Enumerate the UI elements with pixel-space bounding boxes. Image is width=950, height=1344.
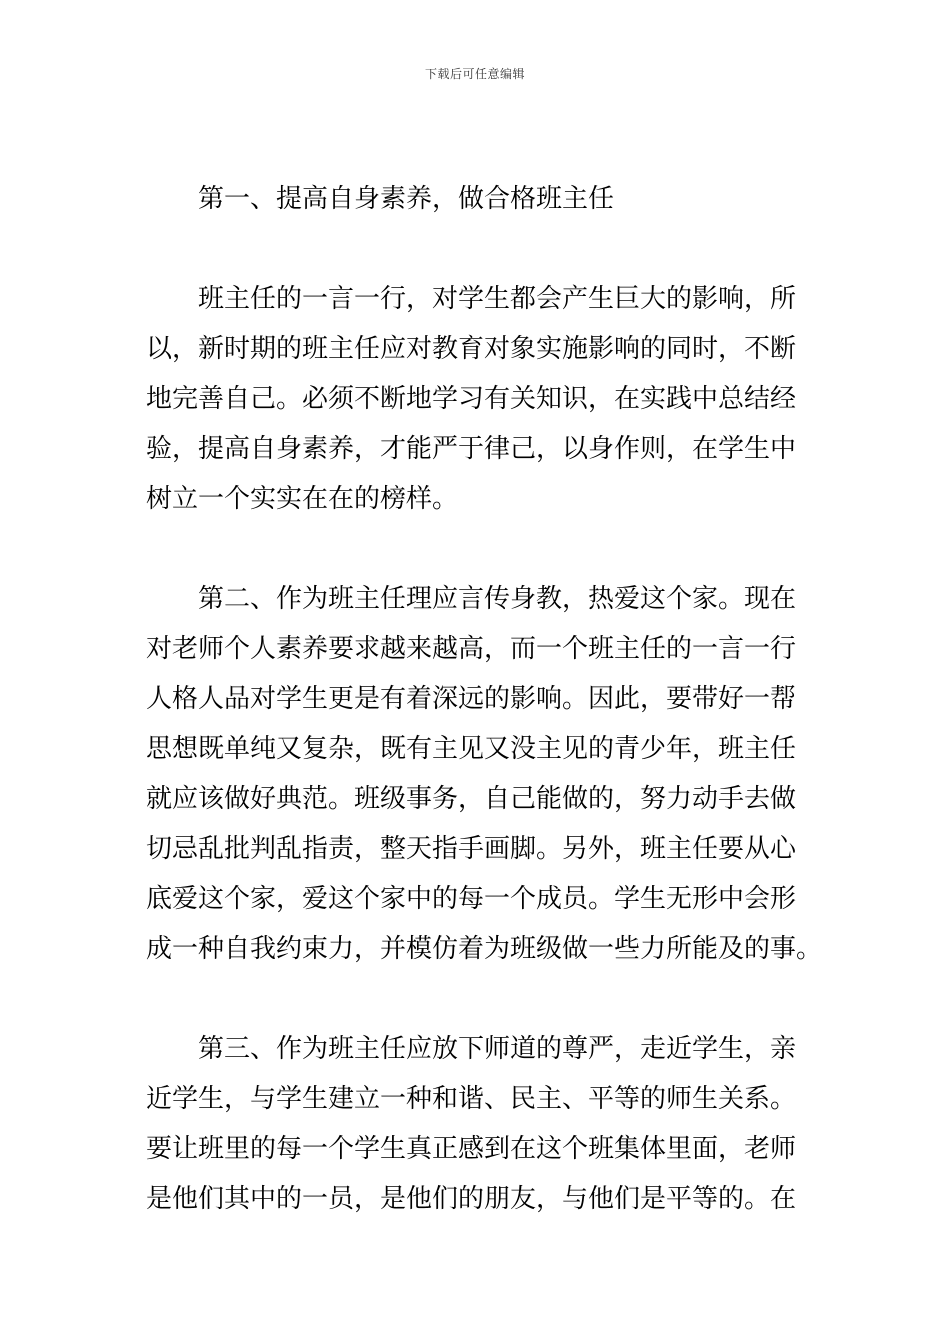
paragraph-line: 第三、作为班主任应放下师道的尊严，走近学生，亲 [198,1034,797,1064]
paragraph-gap [146,224,808,274]
paragraph-3 [146,574,823,974]
paragraph-line: 就应该做好典范。班级事务，自己能做的，努力动手去做 [146,784,797,814]
paragraph-line: 底爱这个家，爱这个家中的每一个成员。学生无形中会形 [146,884,797,914]
document-body [146,174,823,1224]
paragraph-line: 班主任的一言一行，对学生都会产生巨大的影响，所 [198,284,797,314]
paragraph-4 [146,1024,808,1224]
paragraph-line: 是他们其中的一员，是他们的朋友，与他们是平等的。在 [146,1184,797,1214]
paragraph-1 [146,174,808,224]
paragraph-line: 要让班里的每一个学生真正感到在这个班集体里面，老师 [146,1134,797,1164]
paragraph-line: 以，新时期的班主任应对教育对象实施影响的同时，不断 [146,334,797,364]
paragraph-line: 人格人品对学生更是有着深远的影响。因此，要带好一帮 [146,684,797,714]
paragraph-2 [146,274,808,524]
paragraph-line: 地完善自己。必须不断地学习有关知识，在实践中总结经 [146,384,797,414]
paragraph-line: 成一种自我约束力，并模仿着为班级做一些力所能及的事。 [146,934,823,964]
page-header: 下载后可任意编辑 [424,67,525,81]
paragraph-line: 树立一个实实在在的榜样。 [146,484,459,514]
paragraph-gap [146,524,808,574]
paragraph-line: 思想既单纯又复杂，既有主见又没主见的青少年，班主任 [146,734,797,764]
paragraph-line: 近学生，与学生建立一种和谐、民主、平等的师生关系。 [146,1084,797,1114]
paragraph-line: 验，提高自身素养，才能严于律己，以身作则，在学生中 [146,434,797,464]
paragraph-line: 第二、作为班主任理应言传身教，热爱这个家。现在 [198,584,797,614]
paragraph-line: 切忌乱批判乱指责，整天指手画脚。另外，班主任要从心 [146,834,797,864]
paragraph-gap [146,974,808,1024]
paragraph-line: 对老师个人素养要求越来越高，而一个班主任的一言一行 [146,634,797,664]
paragraph-line: 第一、提高自身素养，做合格班主任 [198,184,615,214]
